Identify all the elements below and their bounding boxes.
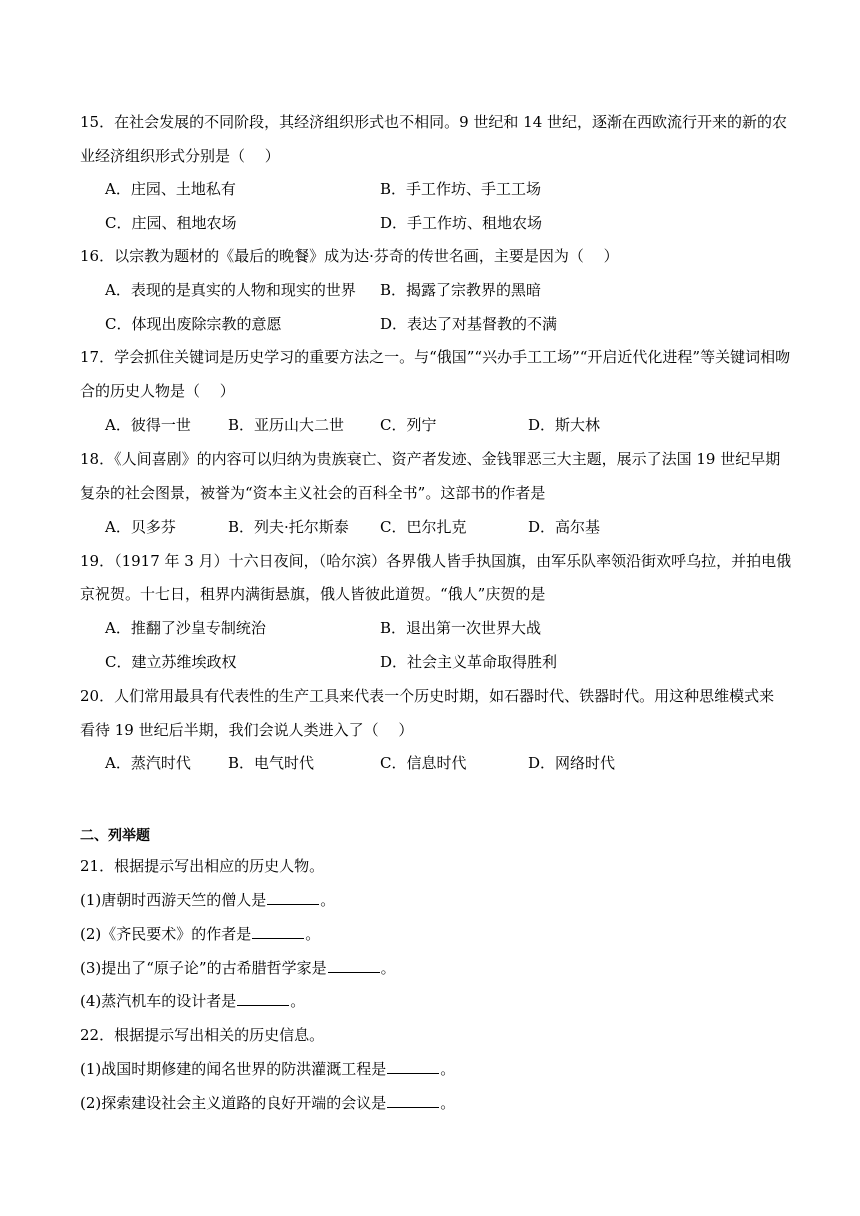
q17-option-c: C．列宁 [380, 416, 437, 434]
answer-blank[interactable] [387, 1093, 439, 1108]
q17-stem-line1: 17．学会抓住关键词是历史学习的重要方法之一。与“俄国”“兴办手工工场”“开启近代化进程”等关键词相吻 [80, 348, 791, 366]
q15-option-a: A．庄园、土地私有 [105, 180, 236, 198]
q22-sub1 [80, 1059, 455, 1079]
q15-option-b: B．手工作坊、手工工场 [380, 180, 542, 198]
q16-option-b: B．揭露了宗教界的黑暗 [380, 281, 542, 299]
q21-sub2 [80, 924, 320, 944]
q21-sub4-end: 。 [290, 992, 306, 1010]
q21-sub1-end: 。 [320, 891, 336, 909]
q18-stem-line2: 复杂的社会图景，被誉为“资本主义社会的百科全书”。这部书的作者是 [80, 484, 546, 502]
q16-stem-line1: 16．以宗教为题材的《最后的晚餐》成为达·芬奇的传世名画，主要是因为（ ） [80, 247, 619, 265]
answer-blank[interactable] [252, 924, 304, 939]
q15-option-d: D．手工作坊、租地农场 [380, 214, 543, 232]
q21-sub4 [80, 991, 305, 1011]
q22-sub2-text: (2)探索建设社会主义道路的良好开端的会议是 [80, 1094, 387, 1112]
q20-option-a: A．蒸汽时代 [105, 754, 191, 772]
answer-blank[interactable] [387, 1059, 439, 1074]
answer-blank[interactable] [267, 890, 319, 905]
q20-option-c: C．信息时代 [380, 754, 467, 772]
q19-option-a: A．推翻了沙皇专制统治 [105, 619, 266, 637]
q22-stem: 22．根据提示写出相关的历史信息。 [80, 1026, 325, 1044]
q21-sub3-end: 。 [380, 959, 396, 977]
q19-option-c: C．建立苏维埃政权 [105, 653, 237, 671]
q16-option-c: C．体现出废除宗教的意愿 [105, 315, 282, 333]
q16-option-a: A．表现的是真实的人物和现实的世界 [105, 281, 356, 299]
q17-option-d: D．斯大林 [528, 416, 601, 434]
section-title: 二、列举题 [80, 828, 150, 844]
q22-sub1-text: (1)战国时期修建的闻名世界的防洪灌溉工程是 [80, 1060, 387, 1078]
q20-stem-line1: 20．人们常用最具有代表性的生产工具来代表一个历史时期，如石器时代、铁器时代。用这种思维模式来 [80, 687, 775, 705]
q19-stem-line2: 京祝贺。十七日，租界内满街悬旗，俄人皆彼此道贺。“俄人”庆贺的是 [80, 585, 546, 603]
q19-option-b: B．退出第一次世界大战 [380, 619, 542, 637]
q21-sub2-end: 。 [305, 925, 321, 943]
q22-sub2 [80, 1093, 455, 1113]
q18-option-b: B．列夫·托尔斯泰 [228, 518, 349, 536]
q18-option-a: A．贝多芬 [105, 518, 176, 536]
q21-sub3 [80, 958, 396, 978]
answer-blank[interactable] [237, 991, 289, 1006]
q19-stem-line1: 19．（1917 年 3 月）十六日夜间，（哈尔滨）各界俄人皆手执国旗，由军乐队率领沿街欢呼乌拉，并拍电俄 [80, 552, 792, 570]
q20-option-b: B．电气时代 [228, 754, 315, 772]
q15-stem-line2: 业经济组织形式分别是（ ） [80, 147, 280, 165]
answer-blank[interactable] [328, 958, 380, 973]
q22-sub1-end: 。 [440, 1060, 456, 1078]
q20-option-d: D．网络时代 [528, 754, 616, 772]
q21-sub1 [80, 890, 335, 910]
q20-stem-line2: 看待 19 世纪后半期，我们会说人类进入了（ ） [80, 721, 414, 739]
q15-option-c: C．庄园、租地农场 [105, 214, 237, 232]
q15-stem-line1: 15．在社会发展的不同阶段，其经济组织形式也不相同。9 世纪和 14 世纪，逐渐在西欧流行开来的新的农 [80, 113, 788, 131]
q18-stem-line1: 18．《人间喜剧》的内容可以归纳为贵族衰亡、资产者发迹、金钱罪恶三大主题，展示了法国 19 世纪早期 [80, 450, 781, 468]
q16-option-d: D．表达了对基督教的不满 [380, 315, 558, 333]
q17-option-b: B．亚历山大二世 [228, 416, 345, 434]
q21-sub4-text: (4)蒸汽机车的设计者是 [80, 992, 237, 1010]
q21-sub3-text: (3)提出了“原子论”的古希腊哲学家是 [80, 959, 327, 977]
q17-stem-line2: 合的历史人物是（ ） [80, 382, 235, 400]
q21-stem: 21．根据提示写出相应的历史人物。 [80, 857, 325, 875]
q18-option-d: D．高尔基 [528, 518, 601, 536]
q18-option-c: C．巴尔扎克 [380, 518, 467, 536]
q22-sub2-end: 。 [440, 1094, 456, 1112]
q19-option-d: D．社会主义革命取得胜利 [380, 653, 558, 671]
q17-option-a: A．彼得一世 [105, 416, 191, 434]
q21-sub2-text: (2)《齐民要术》的作者是 [80, 925, 252, 943]
q21-sub1-text: (1)唐朝时西游天竺的僧人是 [80, 891, 267, 909]
